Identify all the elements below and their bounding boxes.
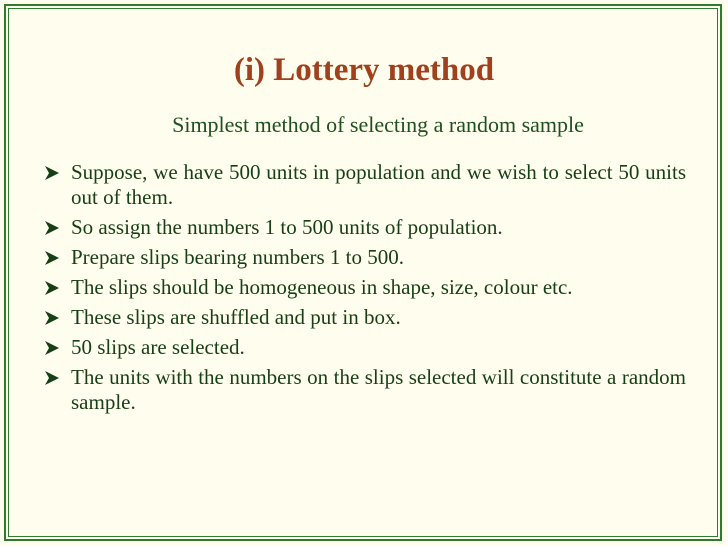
bullet-text: So assign the numbers 1 to 500 units of population.: [71, 215, 503, 239]
bullet-text: The slips should be homogeneous in shape, size, colour etc.: [71, 275, 573, 299]
arrowhead-bullet-icon: [44, 250, 60, 266]
arrowhead-bullet-icon: [44, 165, 60, 181]
bullet-item: [44, 215, 686, 240]
bullet-text: Prepare slips bearing numbers 1 to 500.: [71, 245, 405, 269]
bullet-item: [44, 245, 686, 270]
bullet-item: [44, 160, 686, 210]
bullet-text: Suppose, we have 500 units in population and we wish to select 50 units out of them.: [71, 160, 686, 209]
bullet-list: [44, 160, 686, 420]
arrowhead-bullet-icon: [44, 310, 60, 326]
arrowhead-bullet-icon: [44, 280, 60, 296]
bullet-item: [44, 365, 686, 415]
bullet-text: 50 slips are selected.: [71, 335, 245, 359]
arrowhead-bullet-icon: [44, 340, 60, 356]
arrowhead-bullet-icon: [44, 220, 60, 236]
slide-title: (i) Lottery method: [233, 52, 495, 88]
bullet-item: [44, 305, 686, 330]
bullet-item: [44, 275, 686, 300]
bullet-text: The units with the numbers on the slips selected will constitute a random sample.: [71, 365, 686, 414]
slide-subtitle: Simplest method of selecting a random sample: [172, 112, 584, 137]
bullet-text: These slips are shuffled and put in box.: [71, 305, 401, 329]
bullet-item: [44, 335, 686, 360]
arrowhead-bullet-icon: [44, 370, 60, 386]
